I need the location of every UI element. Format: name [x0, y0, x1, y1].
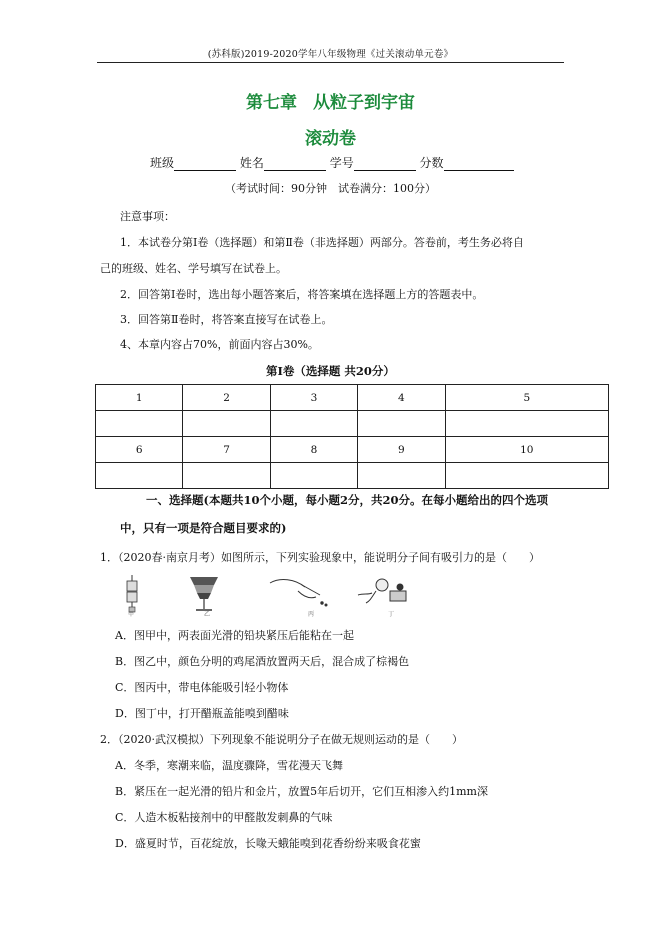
- note-1a: 1．本试卷分第Ⅰ卷（选择题）和第Ⅱ卷（非选择题）两部分。答卷前，考生务必将自: [120, 236, 524, 249]
- q2-option-d: D．盛夏时节，百花绽放，长喙天蛾能嗅到花香纷纷来吸食花蜜: [115, 837, 421, 850]
- figure-ding-vinegar: [358, 579, 406, 603]
- q2-option-a: A．冬季，寒潮来临，温度骤降，雪花漫天飞舞: [115, 759, 343, 772]
- answer-number: 8: [270, 437, 357, 463]
- section-1-title: 第Ⅰ卷（选择题 共20分）: [266, 364, 395, 378]
- notes-heading: 注意事项：: [120, 210, 175, 223]
- answer-blank-row: [96, 463, 609, 489]
- answer-cell[interactable]: [270, 411, 357, 437]
- answer-number: 10: [445, 437, 608, 463]
- note-4: 4、本章内容占70%，前面内容占30%。: [120, 338, 319, 351]
- answer-number: 9: [358, 437, 445, 463]
- header-divider: [97, 62, 564, 63]
- answer-number: 3: [270, 385, 357, 411]
- name-label: 姓名: [239, 156, 264, 170]
- q1-stem: 1．（2020春·南京月考）如图所示，下列实验现象中，能说明分子间有吸引力的是（ ）: [100, 551, 540, 564]
- question-section-line2: 中，只有一项是符合题目要求的): [120, 521, 287, 535]
- score-label: 分数: [419, 156, 444, 170]
- figure-label-yi: 乙: [204, 611, 211, 617]
- figure-label-jia: 甲: [128, 611, 135, 617]
- answer-number: 1: [96, 385, 183, 411]
- chapter-name: 从粒子到宇宙: [313, 93, 415, 113]
- note-1b: 己的班级、姓名、学号填写在试卷上。: [100, 262, 287, 275]
- question-section-line1: 一、选择题(本题共10个小题，每小题2分，共20分。在每小题给出的四个选项: [146, 493, 548, 507]
- chapter-number: 第七章: [246, 93, 297, 113]
- answer-number: 4: [358, 385, 445, 411]
- note-2: 2．回答第Ⅰ卷时，选出每小题答案后，将答案填在选择题上方的答题表中。: [120, 288, 484, 301]
- answer-cell[interactable]: [183, 463, 270, 489]
- note-3: 3．回答第Ⅱ卷时，将答案直接写在试卷上。: [120, 313, 333, 326]
- q1-figures: [120, 573, 420, 617]
- name-field[interactable]: [264, 158, 326, 171]
- figure-label-ding: 丁: [388, 611, 395, 617]
- answer-cell[interactable]: [270, 463, 357, 489]
- id-field[interactable]: [354, 158, 416, 171]
- answer-number: 5: [445, 385, 608, 411]
- id-label: 学号: [329, 156, 354, 170]
- q1-option-b: B．图乙中，颜色分明的鸡尾酒放置两天后，混合成了棕褐色: [115, 655, 410, 668]
- answer-cell[interactable]: [183, 411, 270, 437]
- answer-cell[interactable]: [96, 463, 183, 489]
- chapter-title: [0, 88, 661, 113]
- q1-option-d: D．图丁中，打开醋瓶盖能嗅到醋味: [115, 707, 289, 720]
- paper-subtitle: 滚动卷: [305, 129, 356, 149]
- answer-number: 7: [183, 437, 270, 463]
- figure-label-bing: 丙: [308, 611, 315, 617]
- q1-option-a: A．图甲中，两表面光滑的铅块紧压后能粘在一起: [115, 629, 354, 642]
- class-field[interactable]: [174, 158, 236, 171]
- q2-option-b: B．紧压在一起光滑的铅片和金片，放置5年后切开，它们互相渗入约1mm深: [115, 785, 488, 798]
- score-field[interactable]: [444, 158, 514, 171]
- q2-option-c: C．人造木板粘接剂中的甲醛散发刺鼻的气味: [115, 811, 333, 824]
- figure-bing-charged-rod: [270, 580, 327, 606]
- answer-cell[interactable]: [445, 411, 608, 437]
- student-info-row: [150, 154, 514, 171]
- answer-number: 2: [183, 385, 270, 411]
- answer-cell[interactable]: [358, 463, 445, 489]
- answer-cell[interactable]: [96, 411, 183, 437]
- figure-yi-cocktail: [190, 577, 218, 610]
- q2-stem: 2．（2020·武汉模拟）下列现象不能说明分子在做无规则运动的是（ ）: [100, 733, 463, 746]
- class-label: 班级: [150, 156, 175, 170]
- answer-number-row: [96, 437, 609, 463]
- answer-blank-row: [96, 411, 609, 437]
- exam-time: （考试时间：90分钟 试卷满分：100分）: [225, 182, 436, 195]
- page-header: (苏科版)2019-2020学年八年级物理《过关滚动单元卷》: [207, 49, 454, 60]
- answer-number-row: [96, 385, 609, 411]
- answer-number: 6: [96, 437, 183, 463]
- answer-cell[interactable]: [358, 411, 445, 437]
- answer-cell[interactable]: [445, 463, 608, 489]
- figure-jia-lead-blocks: [127, 575, 137, 612]
- answer-table: [95, 384, 609, 489]
- q1-option-c: C．图丙中，带电体能吸引轻小物体: [115, 681, 289, 694]
